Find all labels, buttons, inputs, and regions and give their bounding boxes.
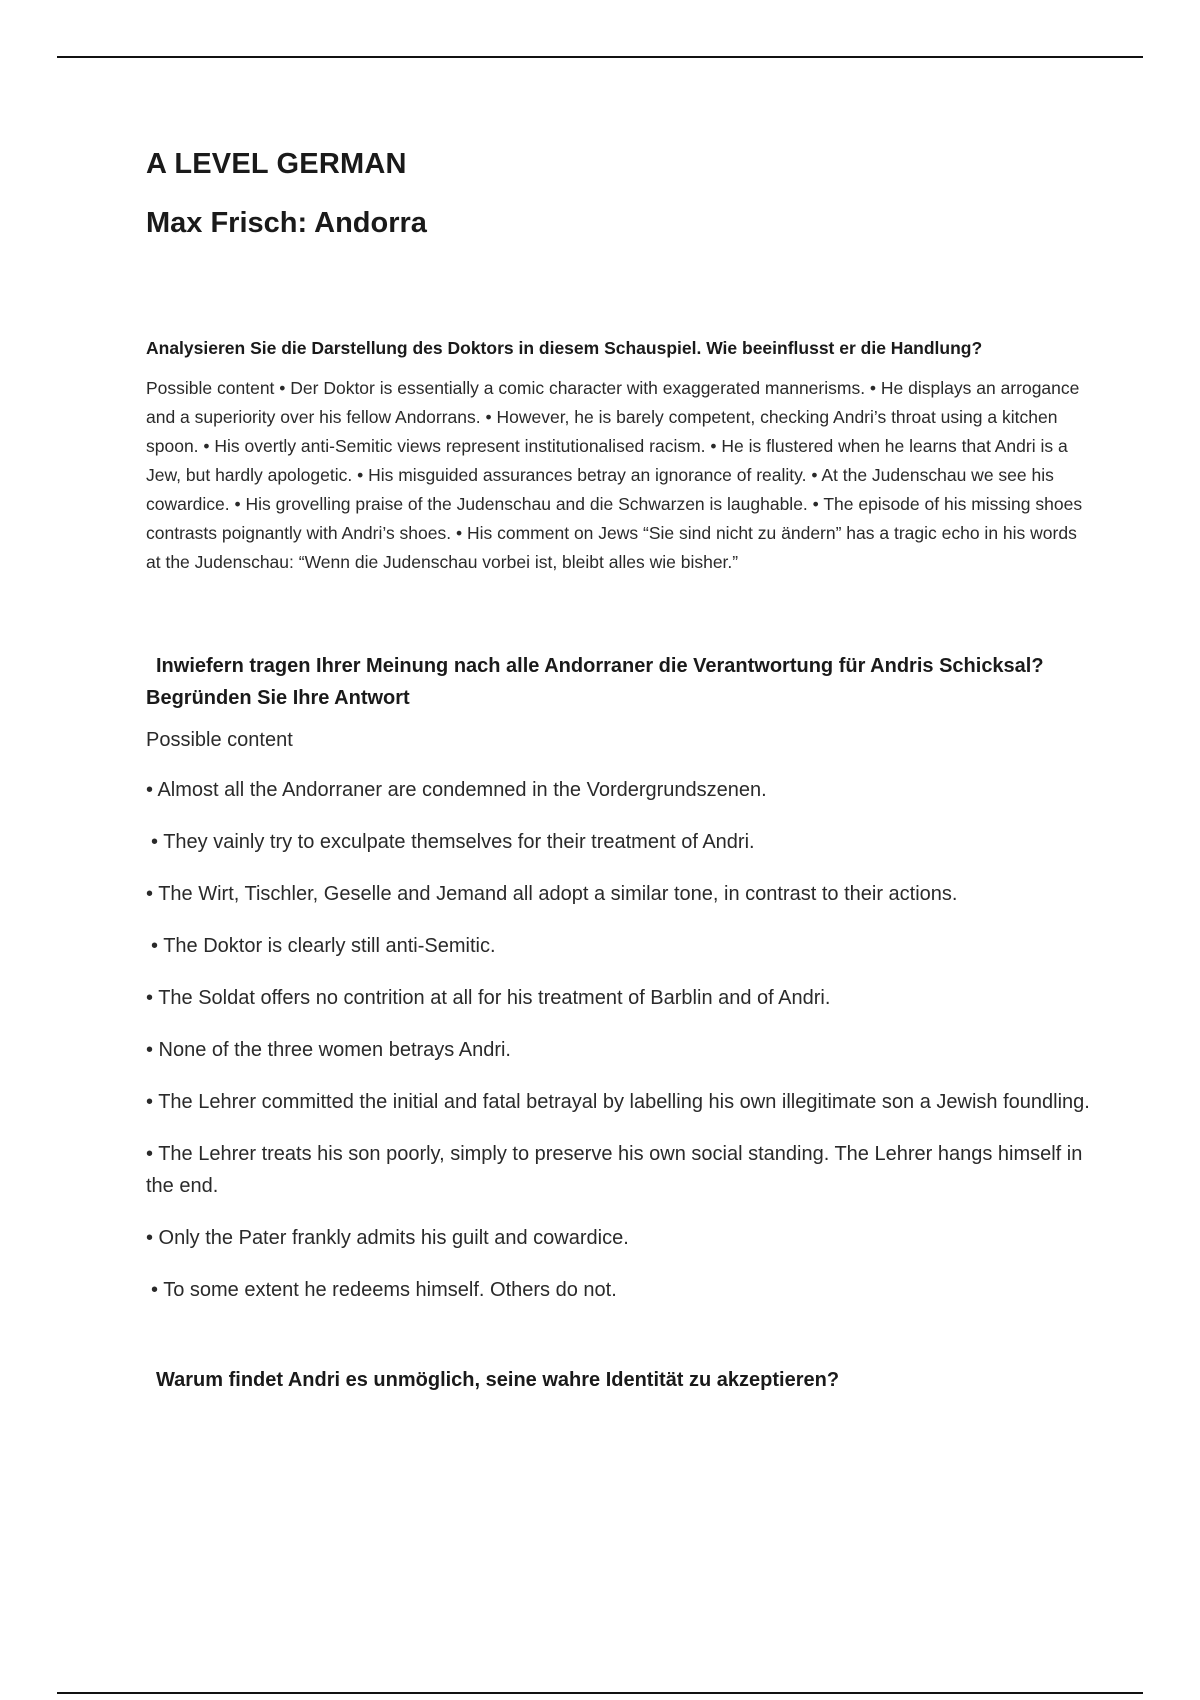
- bullet-item: • Almost all the Andorraner are condemned in the Vordergrundszenen.: [146, 779, 767, 802]
- bullet-item: • They vainly try to exculpate themselves for their treatment of Andri.: [151, 831, 755, 854]
- bullet-item: • The Doktor is clearly still anti-Semitic.: [151, 935, 496, 958]
- top-rule: [57, 56, 1143, 58]
- bullet-item: • To some extent he redeems himself. Others do not.: [151, 1279, 617, 1302]
- bullet-item: • The Lehrer committed the initial and fatal betrayal by labelling his own illegitimate son a Jewish foundling.: [146, 1091, 1090, 1114]
- document-title: A LEVEL GERMAN: [146, 148, 407, 180]
- question-2-label: Possible content: [146, 729, 293, 752]
- bullet-item: • The Lehrer treats his son poorly, simply to preserve his own social standing. The Lehrer hangs himself in the end.: [146, 1143, 1083, 1198]
- question-2: Inwiefern tragen Ihrer Meinung nach alle Andorraner die Verantwortung für Andris Schicksal? Begründen Sie Ihre Antwort: [146, 655, 1044, 710]
- document-body: [146, 148, 1096, 1396]
- question-2-bullet-list: [146, 774, 1096, 1306]
- bullet-item: • The Wirt, Tischler, Geselle and Jemand all adopt a similar tone, in contrast to their actions.: [146, 883, 958, 906]
- question-3: Warum findet Andri es unmöglich, seine wahre Identität zu akzeptieren?: [156, 1369, 840, 1392]
- document-subtitle: Max Frisch: Andorra: [146, 207, 427, 240]
- question-1: Analysieren Sie die Darstellung des Doktors in diesem Schauspiel. Wie beeinflusst er die Handlung?: [146, 337, 983, 358]
- bottom-rule: [57, 1692, 1143, 1694]
- bullet-item: • None of the three women betrays Andri.: [146, 1039, 511, 1062]
- bullet-item: • Only the Pater frankly admits his guilt and cowardice.: [146, 1227, 629, 1250]
- question-1-answer: Possible content • Der Doktor is essentially a comic character with exaggerated mannerisms. • He displays an arrogance and a superiority over his fellow Andorrans. • However, he is barely competent, checking Andri’s throat using a kitchen spoon. • His overtly anti-Semitic views represent institutionalised racism. • He is flustered when he learns that Andri is a Jew, but hardly apologetic. • His misguided assurances betray an ignorance of reality. • At the Judenschau we see his cowardice. • His grovelling praise of the Judenschau and die Schwarzen is laughable. • The episode of his missing shoes contrasts poignantly with Andri’s shoes. • His comment on Jews “Sie sind nicht zu ändern” has a tragic echo in his words at the Judenschau: “Wenn die Judenschau vorbei ist, bleibt alles wie bisher.”: [146, 378, 1083, 573]
- bullet-item: • The Soldat offers no contrition at all for his treatment of Barblin and of Andri.: [146, 987, 831, 1010]
